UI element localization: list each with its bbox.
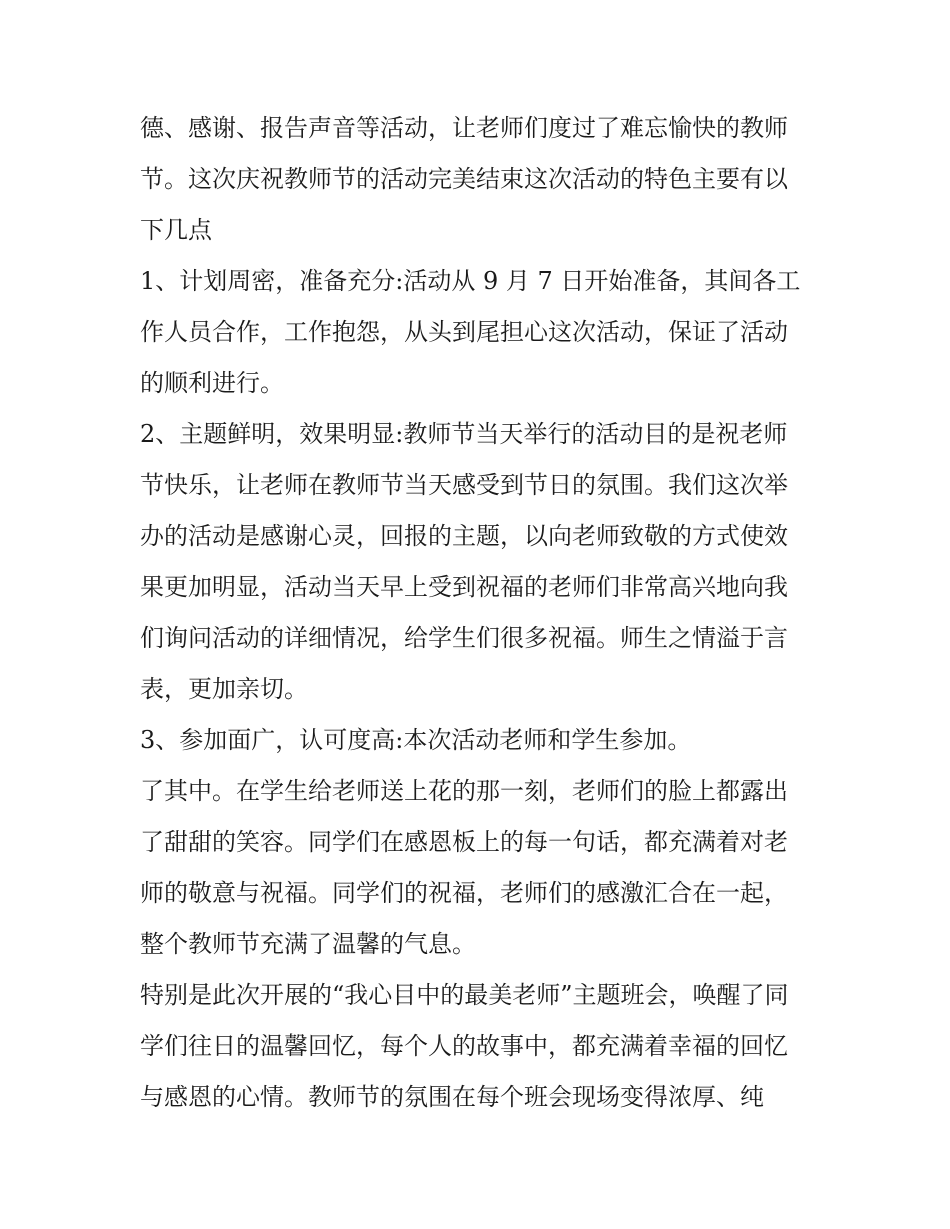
text-line: 作人员合作，工作抱怨，从头到尾担心这次活动，保证了活动 — [140, 318, 788, 346]
text-line: 节快乐，让老师在教师节当天感受到节日的氛围。我们这次举 — [140, 471, 788, 499]
text-line: 特别是此次开展的“我心目中的最美老师”主题班会，唤醒了同 — [140, 981, 789, 1009]
text-line: 的顺利进行。 — [140, 369, 284, 397]
text-line: 节。这次庆祝教师节的活动完美结束这次活动的特色主要有以 — [140, 165, 788, 193]
text-line: 了其中。在学生给老师送上花的那一刻，老师们的脸上都露出 — [140, 777, 788, 805]
text-line: 学们往日的温馨回忆，每个人的故事中，都充满着幸福的回忆 — [140, 1032, 788, 1060]
text-line: 2、主题鲜明，效果明显:教师节当天举行的活动目的是祝老师 — [140, 420, 788, 448]
text-line: 整个教师节充满了温馨的气息。 — [140, 930, 476, 958]
text-line: 下几点 — [140, 216, 212, 244]
text-line: 果更加明显，活动当天早上受到祝福的老师们非常高兴地向我 — [140, 573, 788, 601]
text-line: 了甜甜的笑容。同学们在感恩板上的每一句话，都充满着对老 — [140, 828, 788, 856]
text-line: 师的敬意与祝福。同学们的祝福，老师们的感激汇合在一起， — [140, 879, 788, 907]
text-line: 们询问活动的详细情况，给学生们很多祝福。师生之情溢于言 — [140, 624, 788, 652]
text-line: 德、感谢、报告声音等活动，让老师们度过了难忘愉快的教师 — [140, 114, 788, 142]
text-line: 办的活动是感谢心灵，回报的主题，以向老师致敬的方式使效 — [140, 522, 788, 550]
text-line: 3、参加面广，认可度高:本次活动老师和学生参加。 — [140, 726, 692, 754]
document-body — [140, 103, 820, 1123]
text-line: 表，更加亲切。 — [140, 675, 308, 703]
text-line: 与感恩的心情。教师节的氛围在每个班会现场变得浓厚、纯 — [140, 1083, 764, 1111]
text-line: 1、计划周密，准备充分:活动从 9 月 7 日开始准备，其间各工 — [140, 267, 801, 295]
